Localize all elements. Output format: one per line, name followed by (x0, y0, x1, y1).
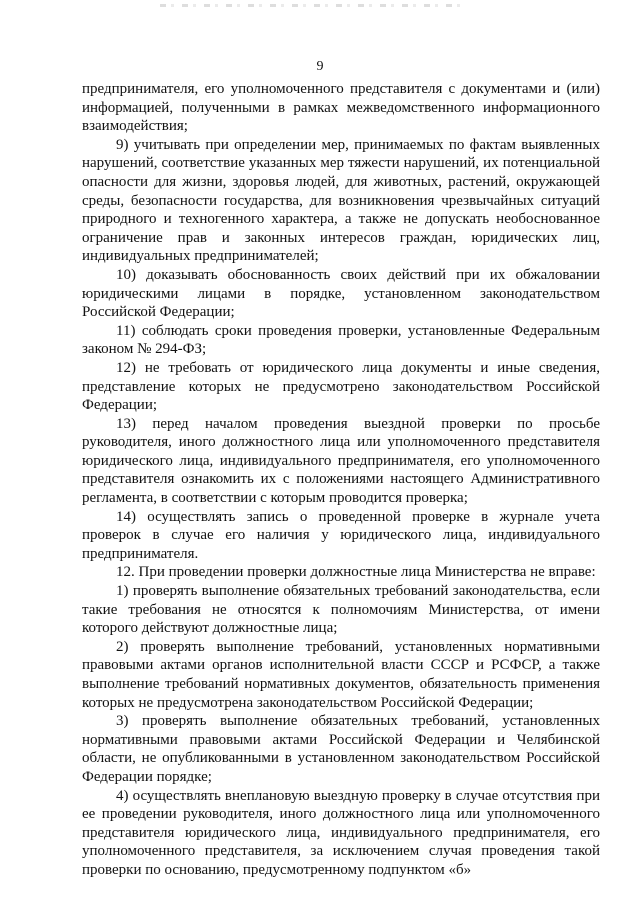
document-body (82, 80, 600, 880)
paragraph-item-11: 11) соблюдать сроки проведения проверки, установленные Федеральным законом № 294-ФЗ; (82, 322, 600, 358)
page-number: 9 (316, 59, 324, 74)
paragraph-item-14: 14) осуществлять запись о проведенной проверке в журнале учета проверок в случае его наличия у юридического лица, индивидуального предпринимателя. (82, 508, 600, 562)
section-12-heading: 12. При проведении проверки должностные лица Министерства не вправе: (116, 564, 596, 581)
paragraph-restriction-2: 2) проверять выполнение требований, установленных нормативными правовыми актами органов исполнительной власти СССР и РСФСР, а также выполнение требований нормативных документов, обязательность применения которых не предусмотрена законодательством Российской Федерации; (82, 638, 600, 711)
paragraph-continuation: предпринимателя, его уполномоченного представителя с документами и (или) информацией, полученными в рамках межведомственного информационного взаимодействия; (82, 81, 600, 135)
paragraph-restriction-3: 3) проверять выполнение обязательных требований, установленных нормативными правовыми актами Российской Федерации и Челябинской области, не опубликованными в установленном законодательством Российской Федерации порядке; (82, 713, 600, 785)
paragraph-restriction-4: 4) осуществлять внеплановую выездную проверку в случае отсутствия при ее проведении руководителя, иного должностного лица или уполномоченного представителя юридического лица, индивидуального предпринимателя, его уполномоченного представителя, за исключением случая проведения такой проверки по основанию, предусмотренному подпунктом «б» (82, 787, 600, 878)
paragraph-item-13: 13) перед началом проведения выездной проверки по просьбе руководителя, иного должностного лица или уполномоченного представителя юридического лица, индивидуального предпринимателя, его уполномоченного представителя ознакомить их с положениями настоящего Административного регламента, в соответствии с которым проводится проверка; (82, 415, 600, 507)
paragraph-item-9: 9) учитывать при определении мер, принимаемых по фактам выявленных нарушений, соответствие указанных мер тяжести нарушений, их потенциальной опасности для жизни, здоровья людей, для животных, растений, окружающей среды, безопасности государства, для возникновения чрезвычайных ситуаций природного и техногенного характера, а также не допускать необоснованное ограничение прав и законных интересов граждан, юридических лиц, индивидуальных предпринимателей; (82, 136, 600, 265)
paragraph-item-10: 10) доказывать обоснованность своих действий при их обжаловании юридическими лицами в порядке, установленном законодательством Российской Федерации; (82, 266, 600, 321)
paragraph-item-12: 12) не требовать от юридического лица документы и иные сведения, представление которых не предусмотрено законодательством Российской Федерации; (82, 359, 600, 414)
scan-artifact (160, 4, 460, 7)
paragraph-restriction-1: 1) проверять выполнение обязательных требований законодательства, если такие требования не относятся к полномочиям Министерства, от имени которого действуют должностные лица; (82, 583, 600, 637)
